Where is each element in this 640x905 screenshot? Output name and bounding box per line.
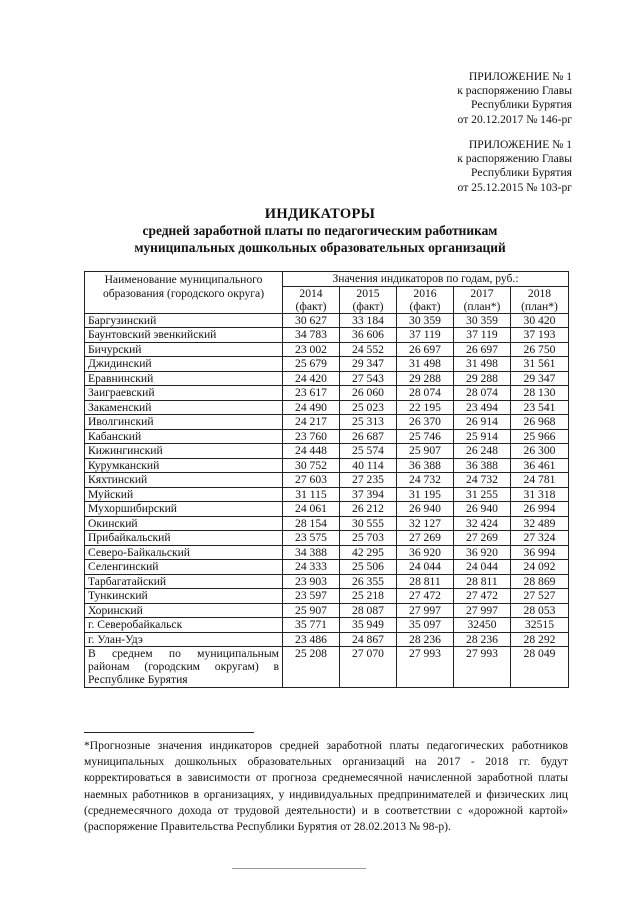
appendix-line: к распоряжению Главы: [457, 152, 572, 166]
table-row: [85, 371, 569, 386]
indicator-value: 24 092: [511, 560, 569, 575]
year-header-2015: [340, 286, 397, 313]
table-row: [85, 357, 569, 372]
indicator-value: 28 236: [397, 632, 454, 647]
average-value: 25 208: [283, 647, 340, 688]
municipality-name: Заиграевский: [85, 386, 283, 401]
indicator-value: 26 687: [340, 429, 397, 444]
municipality-name: Кижингинский: [85, 444, 283, 459]
indicator-value: 36 388: [454, 458, 511, 473]
appendix-title: ПРИЛОЖЕНИЕ № 1: [468, 138, 572, 151]
appendix-block-current: [457, 70, 572, 127]
indicator-value: 30 359: [397, 313, 454, 328]
municipality-name: Тункинский: [85, 589, 283, 604]
indicator-value: 42 295: [340, 545, 397, 560]
indicator-value: 25 746: [397, 429, 454, 444]
indicator-value: 23 903: [283, 574, 340, 589]
indicator-value: 28 292: [511, 632, 569, 647]
municipality-name: Мухоршибирский: [85, 502, 283, 517]
indicator-value: 25 506: [340, 560, 397, 575]
municipality-name: Курумканский: [85, 458, 283, 473]
indicator-value: 35 771: [283, 618, 340, 633]
table-row: [85, 313, 569, 328]
indicator-value: 31 318: [511, 487, 569, 502]
indicator-value: 36 920: [454, 545, 511, 560]
indicator-value: 23 575: [283, 531, 340, 546]
indicator-value: 25 914: [454, 429, 511, 444]
indicator-value: 27 324: [511, 531, 569, 546]
indicator-value: 25 023: [340, 400, 397, 415]
indicator-value: 27 472: [397, 589, 454, 604]
table-row: [85, 589, 569, 604]
year-header-2014: [283, 286, 340, 313]
municipality-name: Бичурский: [85, 342, 283, 357]
municipality-name: Кабанский: [85, 429, 283, 444]
table-row: [85, 603, 569, 618]
indicator-value: 25 703: [340, 531, 397, 546]
municipality-name: Хоринский: [85, 603, 283, 618]
indicator-value: 37 193: [511, 328, 569, 343]
indicator-value: 32450: [454, 618, 511, 633]
municipality-name: Иволгинский: [85, 415, 283, 430]
year-note: (план*): [463, 299, 501, 313]
table-row: [85, 400, 569, 415]
indicator-value: 23 486: [283, 632, 340, 647]
indicator-value: 31 498: [397, 357, 454, 372]
table-row: [85, 342, 569, 357]
indicator-value: 23 597: [283, 589, 340, 604]
footnote: *Прогнозные значения индикаторов средней заработной платы педагогических работников муниципальных дошкольных образовательных организаций на 2017 - 2018 гг. будут корректироваться в зависимости от прогноза среднемесячной начисленной заработной платы наемных работников в организациях, у индивидуальных предпринимателей и физических лиц (среднемесячного дохода от трудовой деятельности) и в соответствии с «дорожной картой» (распоряжение Правительства Республики Бурятия от 28.02.2013 № 98-р).: [84, 739, 568, 834]
table-row: [85, 531, 569, 546]
indicator-value: 24 490: [283, 400, 340, 415]
appendix-line: Республики Бурятия: [471, 98, 572, 112]
appendix-title: ПРИЛОЖЕНИЕ № 1: [468, 70, 572, 83]
indicator-value: 29 288: [397, 371, 454, 386]
indicator-value: 27 603: [283, 473, 340, 488]
average-row: [85, 647, 569, 688]
indicator-value: 24 333: [283, 560, 340, 575]
indicator-value: 26 355: [340, 574, 397, 589]
indicator-value: 26 060: [340, 386, 397, 401]
indicator-value: 26 968: [511, 415, 569, 430]
indicator-value: 31 498: [454, 357, 511, 372]
indicator-value: 26 300: [511, 444, 569, 459]
table-row: [85, 502, 569, 517]
indicator-value: 31 561: [511, 357, 569, 372]
indicator-value: 30 555: [340, 516, 397, 531]
table-row: [85, 458, 569, 473]
indicator-value: 24 781: [511, 473, 569, 488]
indicator-value: 23 494: [454, 400, 511, 415]
indicator-value: 26 750: [511, 342, 569, 357]
average-label: В среднем по муниципальным районам (городским округам) в Республике Бурятия: [85, 647, 283, 688]
indicator-value: 26 914: [454, 415, 511, 430]
municipality-name: Муйский: [85, 487, 283, 502]
indicator-value: 32 127: [397, 516, 454, 531]
indicator-value: 22 195: [397, 400, 454, 415]
indicator-value: 25 907: [283, 603, 340, 618]
indicator-value: 28 053: [511, 603, 569, 618]
municipality-name: Северо-Байкальский: [85, 545, 283, 560]
municipality-name: Баунтовский эвенкийский: [85, 328, 283, 343]
indicator-value: 34 783: [283, 328, 340, 343]
appendix-date: от 25.12.2015 № 103-рг: [457, 180, 572, 194]
municipality-name: Баргузинский: [85, 313, 283, 328]
appendix-block-original: [457, 138, 572, 195]
indicator-value: 29 347: [511, 371, 569, 386]
municipality-name: Окинский: [85, 516, 283, 531]
indicator-value: 24 044: [397, 560, 454, 575]
year-header-2016: [397, 286, 454, 313]
municipality-name: Кяхтинский: [85, 473, 283, 488]
appendix-line: Республики Бурятия: [471, 166, 572, 180]
column-header-municipality: Наименование муниципального образования (городского округа): [85, 272, 283, 314]
municipality-name: Тарбагатайский: [85, 574, 283, 589]
indicator-value: 26 212: [340, 502, 397, 517]
indicator-value: 31 255: [454, 487, 511, 502]
indicator-value: 35 097: [397, 618, 454, 633]
municipality-name: Закаменский: [85, 400, 283, 415]
municipality-name: г. Северобайкальск: [85, 618, 283, 633]
indicator-value: 26 248: [454, 444, 511, 459]
indicator-value: 24 732: [397, 473, 454, 488]
indicators-table: [84, 271, 569, 688]
indicator-value: 40 114: [340, 458, 397, 473]
indicator-value: 32515: [511, 618, 569, 633]
indicator-value: 28 811: [397, 574, 454, 589]
table-row: [85, 415, 569, 430]
indicator-value: 27 997: [397, 603, 454, 618]
indicator-value: 33 184: [340, 313, 397, 328]
indicator-value: 25 679: [283, 357, 340, 372]
year-label: 2018: [527, 286, 552, 300]
indicator-value: 25 218: [340, 589, 397, 604]
indicator-value: 28 154: [283, 516, 340, 531]
year-note: (факт): [352, 299, 384, 313]
indicator-value: 36 606: [340, 328, 397, 343]
year-note: (факт): [295, 299, 327, 313]
indicator-value: 32 489: [511, 516, 569, 531]
indicator-value: 26 940: [397, 502, 454, 517]
table-row: [85, 632, 569, 647]
year-note: (план*): [521, 299, 558, 313]
year-note: (факт): [409, 299, 441, 313]
indicator-value: 32 424: [454, 516, 511, 531]
table-row: [85, 560, 569, 575]
indicator-value: 37 119: [454, 328, 511, 343]
table-row: [85, 429, 569, 444]
indicator-value: 25 574: [340, 444, 397, 459]
municipality-name: г. Улан-Удэ: [85, 632, 283, 647]
indicator-value: 27 269: [454, 531, 511, 546]
indicator-value: 28 236: [454, 632, 511, 647]
indicator-value: 37 119: [397, 328, 454, 343]
indicator-value: 36 920: [397, 545, 454, 560]
footnote-divider: [84, 732, 254, 733]
table-row: [85, 487, 569, 502]
indicator-value: 30 627: [283, 313, 340, 328]
indicator-value: 28 811: [454, 574, 511, 589]
indicator-value: 27 269: [397, 531, 454, 546]
indicator-value: 34 388: [283, 545, 340, 560]
indicator-value: 28 074: [397, 386, 454, 401]
indicator-value: 25 966: [511, 429, 569, 444]
indicator-value: 28 869: [511, 574, 569, 589]
municipality-name: Селенгинский: [85, 560, 283, 575]
indicator-value: 25 313: [340, 415, 397, 430]
year-header-2018: [511, 286, 569, 313]
appendix-line: к распоряжению Главы: [457, 84, 572, 98]
indicator-value: 28 087: [340, 603, 397, 618]
indicator-value: 29 347: [340, 357, 397, 372]
table-row: [85, 328, 569, 343]
indicator-value: 26 697: [454, 342, 511, 357]
table-body: [85, 313, 569, 687]
title-subtitle: муниципальных дошкольных образовательных организаций: [134, 239, 506, 255]
average-value: 27 070: [340, 647, 397, 688]
indicator-value: 24 448: [283, 444, 340, 459]
indicator-value: 35 949: [340, 618, 397, 633]
indicator-value: 24 061: [283, 502, 340, 517]
title-subtitle: средней заработной платы по педагогическим работникам: [142, 223, 498, 238]
column-header-values: Значения индикаторов по годам, руб.:: [283, 272, 569, 287]
indicator-value: 23 002: [283, 342, 340, 357]
municipality-name: Джидинский: [85, 357, 283, 372]
municipality-name: Прибайкальский: [85, 531, 283, 546]
year-header-2017: [454, 286, 511, 313]
indicator-value: 29 288: [454, 371, 511, 386]
indicator-value: 28 130: [511, 386, 569, 401]
indicator-value: 23 541: [511, 400, 569, 415]
indicator-value: 24 044: [454, 560, 511, 575]
indicator-value: 28 074: [454, 386, 511, 401]
indicator-value: 27 997: [454, 603, 511, 618]
indicator-value: 25 907: [397, 444, 454, 459]
table-row: [85, 574, 569, 589]
table-row: [85, 386, 569, 401]
indicator-value: 30 752: [283, 458, 340, 473]
indicator-value: 30 359: [454, 313, 511, 328]
indicator-value: 36 994: [511, 545, 569, 560]
year-label: 2014: [299, 286, 323, 300]
municipality-name: Еравнинский: [85, 371, 283, 386]
year-label: 2015: [356, 286, 380, 300]
average-value: 27 993: [397, 647, 454, 688]
average-value: 28 049: [511, 647, 569, 688]
year-label: 2016: [413, 286, 437, 300]
indicator-value: 26 940: [454, 502, 511, 517]
year-label: 2017: [470, 286, 494, 300]
indicator-value: 31 115: [283, 487, 340, 502]
indicator-value: 37 394: [340, 487, 397, 502]
indicator-value: 31 195: [397, 487, 454, 502]
indicator-value: 23 760: [283, 429, 340, 444]
indicator-value: 30 420: [511, 313, 569, 328]
indicator-value: 36 388: [397, 458, 454, 473]
table-row: [85, 444, 569, 459]
page-bottom-divider: [232, 868, 366, 869]
indicator-value: 24 552: [340, 342, 397, 357]
indicator-value: 26 994: [511, 502, 569, 517]
indicator-value: 24 420: [283, 371, 340, 386]
table-row: [85, 618, 569, 633]
table-row: [85, 545, 569, 560]
average-value: 27 993: [454, 647, 511, 688]
indicator-value: 26 370: [397, 415, 454, 430]
indicator-value: 24 867: [340, 632, 397, 647]
table-row: [85, 516, 569, 531]
indicator-value: 24 217: [283, 415, 340, 430]
appendix-date: от 20.12.2017 № 146-рг: [457, 112, 572, 126]
indicator-value: 27 472: [454, 589, 511, 604]
indicator-value: 26 697: [397, 342, 454, 357]
document-title: [0, 205, 640, 256]
title-main: ИНДИКАТОРЫ: [264, 206, 376, 222]
indicator-value: 24 732: [454, 473, 511, 488]
indicator-value: 27 543: [340, 371, 397, 386]
indicator-value: 27 235: [340, 473, 397, 488]
indicator-value: 27 527: [511, 589, 569, 604]
table-row: [85, 473, 569, 488]
indicator-value: 23 617: [283, 386, 340, 401]
indicator-value: 36 461: [511, 458, 569, 473]
